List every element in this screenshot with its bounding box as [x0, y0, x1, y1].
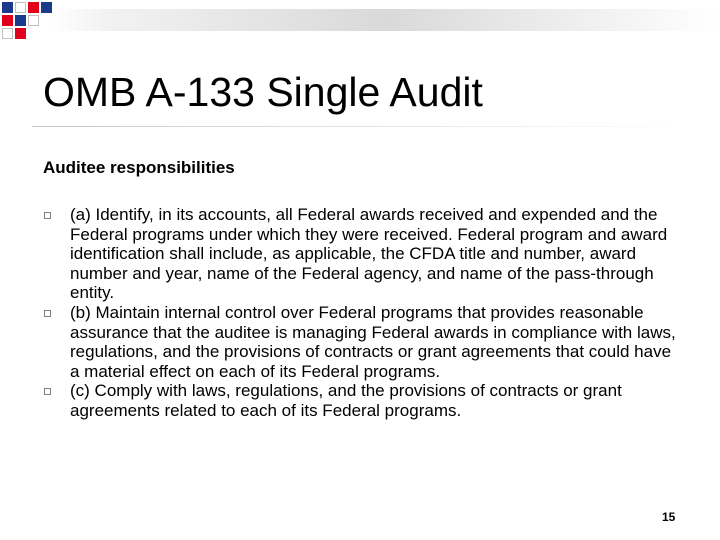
bullet-item: [42, 205, 682, 303]
square-bullet-icon: [44, 310, 51, 317]
bullet-text: (c) Comply with laws, regulations, and the provisions of contracts or grant agreements related to each of its Federal programs.: [70, 381, 622, 420]
page-number: 15: [662, 510, 676, 524]
header-gradient-band: [52, 9, 720, 31]
bullet-text: (a) Identify, in its accounts, all Federal awards received and expended and the Federal programs under which they were received. Federal program and award identification shall include, as applicable, the CFDA title and number, award number and year, name of the Federal agency, and name of the pass-through entity.: [70, 205, 668, 303]
bullet-text: (b) Maintain internal control over Federal programs that provides reasonable assurance that the auditee is managing Federal awards in compliance with laws, regulations, and the provisions of contracts or grant agreements that could have a material effect on each of its Federal programs.: [70, 302, 676, 381]
bullet-list: [42, 205, 682, 421]
slide-subtitle: Auditee responsibilities: [43, 158, 235, 177]
slide-title: OMB A-133 Single Audit: [43, 69, 483, 115]
bullet-item: [42, 381, 682, 420]
square-bullet-icon: [44, 212, 51, 219]
title-divider: [32, 126, 692, 127]
bullet-item: [42, 303, 682, 381]
square-bullet-icon: [44, 388, 51, 395]
checkerboard-logo-icon: [0, 0, 60, 40]
header-decoration: [0, 0, 720, 40]
